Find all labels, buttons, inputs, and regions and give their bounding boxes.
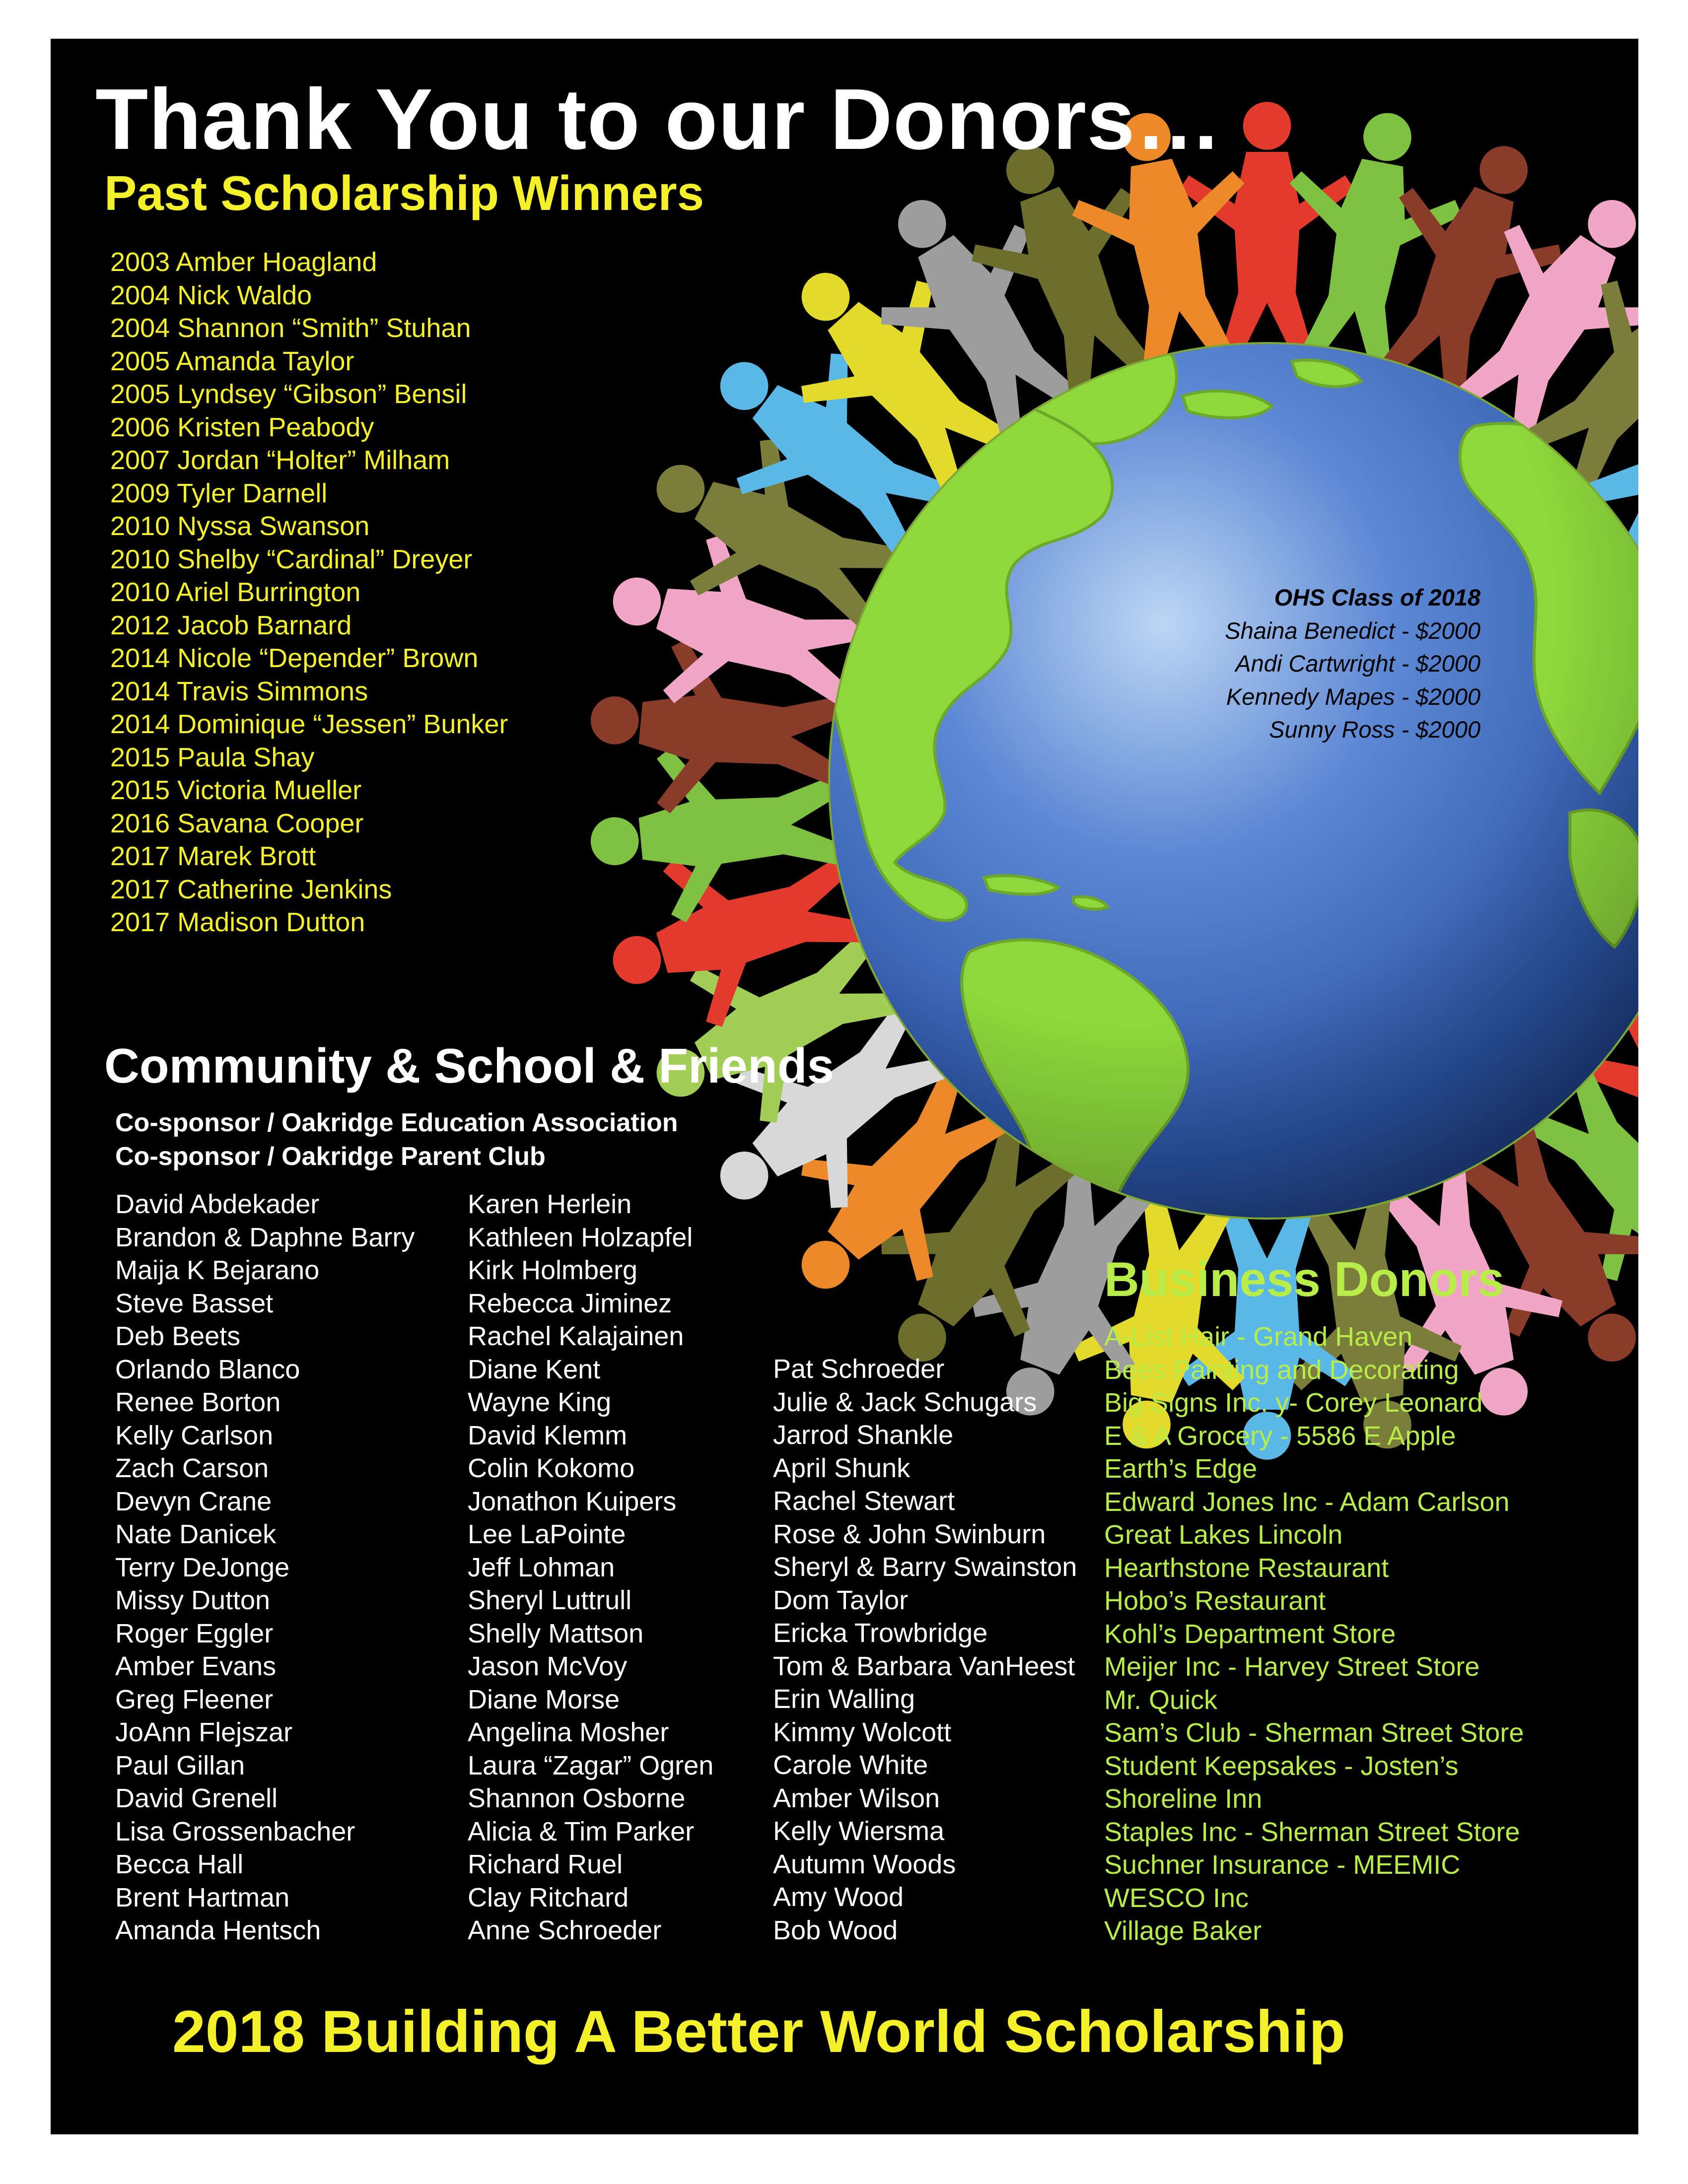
list-item: Kelly Carlson	[115, 1420, 274, 1450]
list-item: Staples Inc - Sherman Street Store	[1104, 1817, 1520, 1847]
list-item: Erin Walling	[773, 1684, 915, 1714]
ohs-winner: Kennedy Mapes - $2000	[1226, 683, 1480, 710]
list-item: Colin Kokomo	[468, 1453, 635, 1483]
list-item: 2014 Travis Simmons	[110, 676, 368, 706]
list-item: Village Baker	[1104, 1916, 1262, 1946]
list-item: Edward Jones Inc - Adam Carlson	[1104, 1487, 1510, 1517]
list-item: 2017 Marek Brott	[110, 841, 316, 871]
list-item: Jarrod Shankle	[773, 1420, 954, 1450]
list-item: Bees Painting and Decorating	[1104, 1355, 1459, 1385]
list-item: Lisa Grossenbacher	[115, 1816, 355, 1846]
list-item: 2012 Jacob Barnard	[110, 610, 352, 640]
list-item: JoAnn Flejszar	[115, 1717, 293, 1747]
list-item: Richard Ruel	[468, 1849, 623, 1879]
list-item: Bob Wood	[773, 1915, 898, 1945]
list-item: Becca Hall	[115, 1849, 244, 1879]
list-item: Shelly Mattson	[468, 1618, 644, 1648]
cosponsor-line: Co-sponsor / Oakridge Education Association	[115, 1108, 678, 1137]
community-heading: Community & School & Friends	[104, 1038, 835, 1093]
ohs-winner: Shaina Benedict - $2000	[1225, 617, 1480, 644]
list-item: WESCO Inc	[1104, 1883, 1249, 1913]
list-item: Anne Schroeder	[468, 1915, 662, 1945]
list-item: Jeff Lohman	[468, 1552, 615, 1582]
page-title: Thank You to our Donors…	[95, 70, 1222, 167]
list-item: 2016 Savana Cooper	[110, 808, 364, 838]
list-item: April Shunk	[773, 1453, 911, 1483]
donor-column-2	[468, 1188, 713, 1947]
list-item: Kohl’s Department Store	[1104, 1619, 1396, 1649]
list-item: Big Signs Inc. y- Corey Leonard	[1104, 1388, 1483, 1418]
list-item: Angelina Mosher	[468, 1717, 669, 1747]
list-item: Amber Evans	[115, 1651, 277, 1681]
list-item: 2004 Nick Waldo	[110, 280, 312, 310]
list-item: Wayne King	[468, 1387, 612, 1417]
list-item: 2015 Paula Shay	[110, 742, 315, 772]
list-item: Julie & Jack Schugars	[773, 1387, 1037, 1417]
list-item: Lee LaPointe	[468, 1519, 626, 1549]
list-item: Dom Taylor	[773, 1585, 909, 1615]
list-item: David Klemm	[468, 1420, 628, 1450]
list-item: David Abdekader	[115, 1189, 320, 1219]
list-item: 2005 Lyndsey “Gibson” Bensil	[110, 379, 467, 409]
list-item: Amanda Hentsch	[115, 1915, 321, 1945]
list-item: Karen Herlein	[468, 1189, 632, 1219]
list-item: Sheryl Luttrull	[468, 1585, 632, 1615]
list-item: Alicia & Tim Parker	[468, 1816, 695, 1846]
list-item: 2010 Nyssa Swanson	[110, 511, 370, 541]
list-item: Diane Morse	[468, 1684, 620, 1714]
list-item: Autumn Woods	[773, 1849, 956, 1879]
list-item: Student Keepsakes - Josten’s	[1104, 1751, 1459, 1781]
list-item: Hobo’s Restaurant	[1104, 1586, 1326, 1616]
ohs-class-block	[1034, 581, 1480, 747]
list-item: Kirk Holmberg	[468, 1255, 638, 1285]
list-item: Hearthstone Restaurant	[1104, 1553, 1389, 1583]
list-item: 2017 Catherine Jenkins	[110, 874, 392, 904]
list-item: 2015 Victoria Mueller	[110, 775, 362, 805]
ohs-class-heading: OHS Class of 2018	[1274, 584, 1480, 611]
list-item: 2010 Shelby “Cardinal” Dreyer	[110, 544, 473, 574]
donor-column-1	[115, 1188, 415, 1947]
list-item: Meijer Inc - Harvey Street Store	[1104, 1652, 1480, 1682]
list-item: Terry DeJonge	[115, 1552, 290, 1582]
past-winners-list	[110, 246, 508, 939]
list-item: Orlando Blanco	[115, 1354, 300, 1384]
list-item: 2014 Dominique “Jessen” Bunker	[110, 709, 508, 739]
cosponsors	[115, 1106, 678, 1173]
list-item: Tom & Barbara VanHeest	[773, 1651, 1075, 1681]
list-item: Nate Danicek	[115, 1519, 277, 1549]
cosponsor-line: Co-sponsor / Oakridge Parent Club	[115, 1142, 546, 1171]
list-item: Clay Ritchard	[468, 1882, 629, 1912]
list-item: Kathleen Holzapfel	[468, 1222, 693, 1252]
list-item: Rachel Stewart	[773, 1486, 955, 1516]
list-item: Rebecca Jiminez	[468, 1288, 672, 1318]
list-item: Ericka Trowbridge	[773, 1618, 988, 1648]
list-item: Greg Fleener	[115, 1684, 274, 1714]
list-item: Amy Wood	[773, 1882, 904, 1912]
list-item: Brent Hartman	[115, 1882, 290, 1912]
list-item: A-List Hair - Grand Haven	[1104, 1322, 1413, 1352]
list-item: Brandon & Daphne Barry	[115, 1222, 415, 1252]
list-item: Diane Kent	[468, 1354, 601, 1384]
list-item: Sam’s Club - Sherman Street Store	[1104, 1718, 1524, 1748]
list-item: 2004 Shannon “Smith” Stuhan	[110, 313, 471, 343]
past-winners-heading: Past Scholarship Winners	[104, 166, 704, 220]
list-item: Laura “Zagar” Ogren	[468, 1750, 714, 1780]
list-item: Rose & John Swinburn	[773, 1519, 1046, 1549]
list-item: Suchner Insurance - MEEMIC	[1104, 1850, 1461, 1880]
list-item: Jason McVoy	[468, 1651, 628, 1681]
list-item: 2005 Amanda Taylor	[110, 346, 354, 376]
list-item: Pat Schroeder	[773, 1354, 945, 1384]
list-item: Zach Carson	[115, 1453, 269, 1483]
ohs-winner: Sunny Ross - $2000	[1269, 716, 1480, 743]
list-item: Paul Gillan	[115, 1750, 245, 1780]
list-item: Roger Eggler	[115, 1618, 274, 1648]
business-donors-list	[1104, 1320, 1524, 1948]
list-item: Mr. Quick	[1104, 1685, 1218, 1715]
list-item: 2007 Jordan “Holter” Milham	[110, 445, 450, 475]
list-item: 2017 Madison Dutton	[110, 907, 365, 937]
list-item: Renee Borton	[115, 1387, 281, 1417]
list-item: Kimmy Wolcott	[773, 1717, 952, 1747]
list-item: Missy Dutton	[115, 1585, 271, 1615]
list-item: Steve Basset	[115, 1288, 274, 1318]
list-item: Kelly Wiersma	[773, 1816, 945, 1846]
list-item: Shannon Osborne	[468, 1783, 686, 1813]
list-item: Rachel Kalajainen	[468, 1321, 684, 1351]
list-item: Shoreline Inn	[1104, 1784, 1263, 1814]
business-donors-heading: Business Donors	[1104, 1252, 1504, 1306]
poster	[51, 39, 1638, 2134]
list-item: Jonathon Kuipers	[468, 1486, 677, 1516]
list-item: Amber Wilson	[773, 1783, 940, 1813]
list-item: Maija K Bejarano	[115, 1255, 320, 1285]
list-item: 2009 Tyler Darnell	[110, 478, 328, 508]
list-item: Earth’s Edge	[1104, 1454, 1258, 1484]
list-item: David Grenell	[115, 1783, 278, 1813]
list-item: 2006 Kristen Peabody	[110, 412, 374, 442]
list-item: Great Lakes Lincoln	[1104, 1520, 1343, 1550]
list-item: 2010 Ariel Burrington	[110, 577, 361, 607]
list-item: E & A Grocery - 5586 E Apple	[1104, 1421, 1456, 1451]
footer-title: 2018 Building A Better World Scholarship	[172, 1998, 1345, 2065]
list-item: 2003 Amber Hoagland	[110, 247, 377, 277]
list-item: Sheryl & Barry Swainston	[773, 1552, 1077, 1582]
list-item: 2014 Nicole “Depender” Brown	[110, 643, 479, 673]
ohs-winner: Andi Cartwright - $2000	[1235, 650, 1480, 677]
list-item: Devyn Crane	[115, 1486, 272, 1516]
list-item: Carole White	[773, 1750, 928, 1780]
donor-column-3	[773, 1353, 1077, 1947]
list-item: Deb Beets	[115, 1321, 241, 1351]
